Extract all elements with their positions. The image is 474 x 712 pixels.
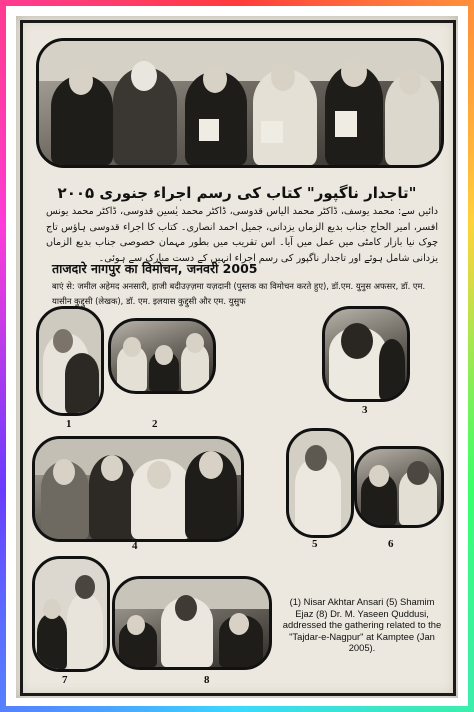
photo-7: [32, 556, 110, 672]
photo-4: [32, 436, 244, 542]
photo-number-3: 3: [362, 404, 368, 416]
hindi-headline: ताजदारे नागपुर का विमोचन, जनवरी 2005: [52, 261, 258, 276]
photo-number-1: 1: [66, 418, 72, 430]
hindi-body-text: बाएं से: जमील अहेमद अनसारी, हाजी बदीउज़्ज़मा यज़दानी (पुस्तक का विमोचन करते हुए), डॉ.एम. युनुस अफसर, डॉ. एम. यासीन कुद्दुसी (लेखक), डॉ. एम. इलयास कुद्दुसी और एम. युसुफ: [52, 281, 426, 306]
photo-number-8: 8: [204, 674, 210, 686]
photo-2: [108, 318, 216, 394]
photo-3: [322, 306, 410, 402]
photo-5: [286, 428, 354, 538]
photo-number-7: 7: [62, 674, 68, 686]
photo-1: [36, 306, 104, 416]
scanned-page: [16, 16, 458, 698]
urdu-headline: "تاجدار ناگپور" کتاب کی رسم اجراء جنوری ۲۰۰۵: [57, 184, 417, 202]
english-caption: (1) Nisar Akhtar Ansari (5) Shamim Ejaz (8) Dr. M. Yaseen Quddusi, addressed the gathering related to the "Tajdar-e-Nagpur" at Kamptee (Jan 2005).: [282, 596, 442, 654]
photo-6: [354, 446, 444, 528]
photo-number-2: 2: [152, 418, 158, 430]
photo-number-4: 4: [132, 540, 138, 552]
photo-number-6: 6: [388, 538, 394, 550]
urdu-body-text: دائیں سے: محمد یوسف، ڈاکٹر محمد الیاس قدوسی، ڈاکٹر محمد یٰسین قدوسی، ڈاکٹر محمد یونس افسر، امیر الحاج جناب بدیع الزماں یزدانی، جمیل احمد انصاری۔ کتاب کا اجراء قدوسی ہاؤس تاج چوک نیا بازار کامٹی میں عمل میں آیا۔ اس تقریب میں بطور مہمان خصوصی جناب بدیع الزماں یزدانی شامل ہوئے اور تاجدار ناگپور کی رسم اجراء انہیں کے دست مبارک سے ہوئی۔: [46, 206, 438, 264]
main-event-photo: [36, 38, 444, 168]
photo-8: [112, 576, 272, 670]
photo-number-5: 5: [312, 538, 318, 550]
